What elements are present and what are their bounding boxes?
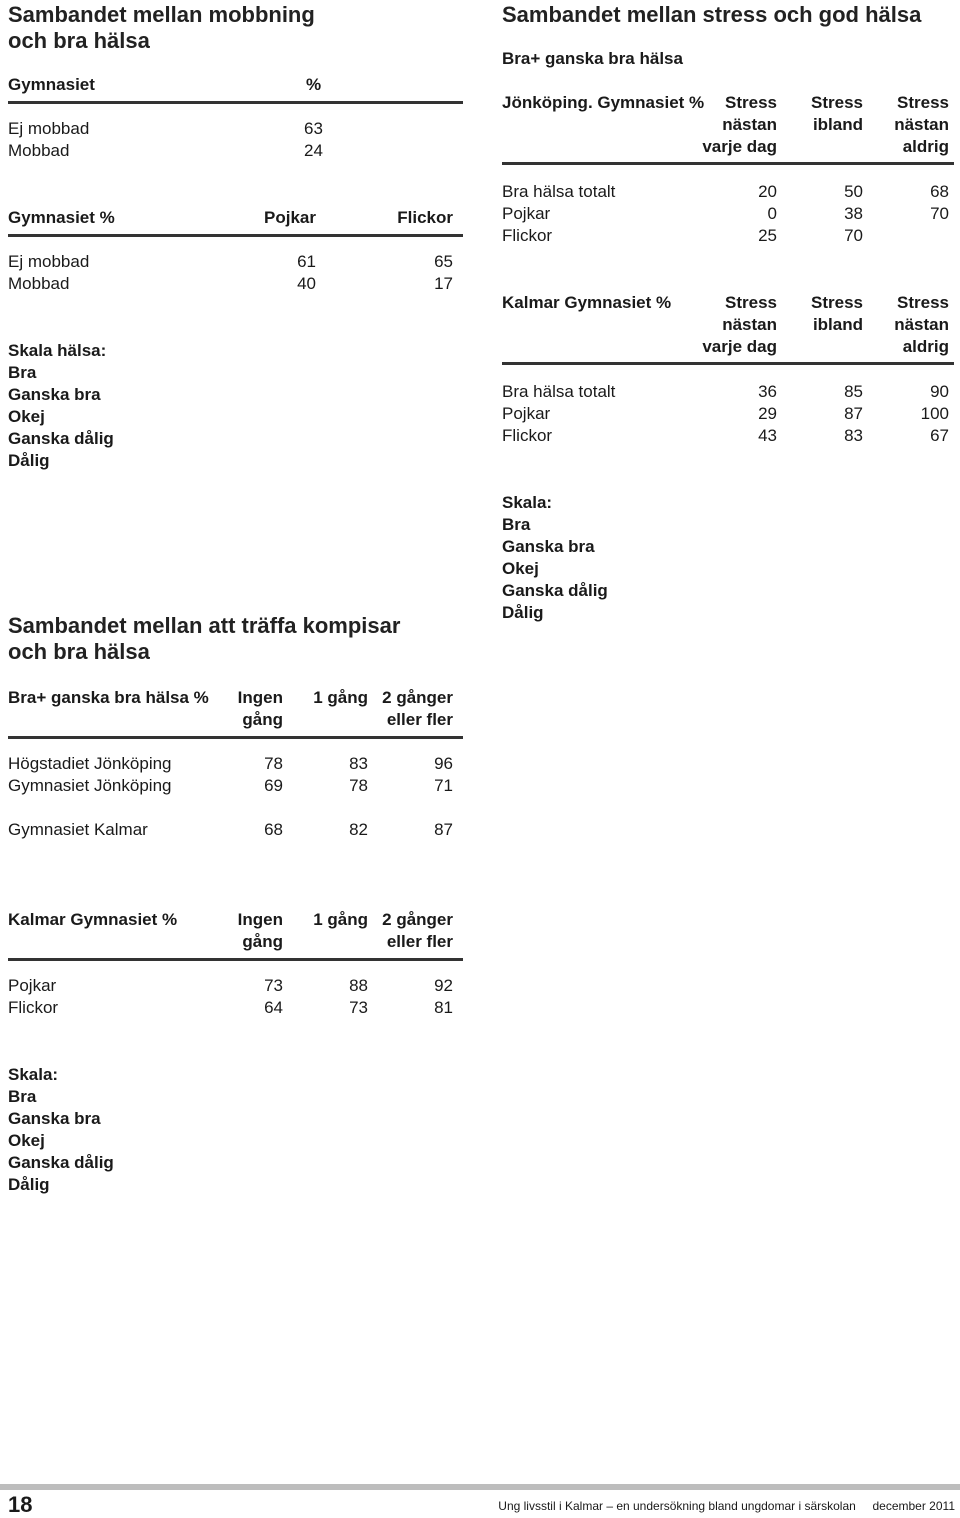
kompisar-table-1-header <box>8 687 463 737</box>
table-header-label: Bra+ ganska bra hälsa % <box>8 688 209 707</box>
table-row: Bra hälsa totalt 20 50 68 <box>502 182 949 201</box>
scale-item: Dålig <box>8 1175 50 1194</box>
column-header: Stress ibland <box>811 293 863 334</box>
table-row: Ej mobbad 61 65 <box>8 252 453 271</box>
scale-item: Ganska bra <box>502 537 595 556</box>
table-row: Flickor 64 73 81 <box>8 998 453 1017</box>
scale-item: Ganska dålig <box>8 1153 114 1172</box>
scale-item: Bra <box>8 363 37 382</box>
stress-title: Sambandet mellan stress och god hälsa <box>502 2 922 27</box>
column-header: Stress nästan varje dag <box>702 293 777 356</box>
table-header-label: Kalmar Gymnasiet % <box>502 293 672 312</box>
table-row: Mobbad 40 17 <box>8 274 453 293</box>
scale-item: Bra <box>502 515 531 534</box>
page-number: 18 <box>8 1492 33 1517</box>
table-row: Gymnasiet Jönköping 69 78 71 <box>8 776 453 795</box>
stress-scale-legend <box>502 492 608 624</box>
divider <box>8 234 463 237</box>
kompisar-scale-legend <box>8 1064 114 1196</box>
column-header: 2 gånger eller fler <box>382 688 453 729</box>
scale-title: Skala: <box>502 493 553 512</box>
divider <box>8 736 463 739</box>
kompisar-table-1-body <box>8 753 463 841</box>
kompisar-table-2-body <box>8 975 463 1019</box>
mobbning-table-2 <box>8 207 463 295</box>
column-header: 1 gång <box>313 688 368 707</box>
stress-table-1-header <box>502 92 952 162</box>
scale-item: Ganska dålig <box>502 581 608 600</box>
scale-item: Ganska bra <box>8 1109 101 1128</box>
column-header: Ingen gång <box>237 688 283 729</box>
column-header: Ingen gång <box>237 910 283 951</box>
scale-item: Okej <box>502 559 539 578</box>
table-row: Pojkar 73 88 92 <box>8 976 453 995</box>
stress-section <box>502 2 952 70</box>
kompisar-table-2-header <box>8 909 463 959</box>
divider <box>8 958 463 961</box>
footer-divider <box>0 1484 960 1490</box>
column-header: Stress nästan aldrig <box>894 93 949 156</box>
stress-table-2-header <box>502 292 952 362</box>
column-header: Stress nästan varje dag <box>702 93 777 156</box>
mobbning-scale-legend <box>8 340 114 472</box>
divider <box>502 362 954 365</box>
scale-title: Skala hälsa: <box>8 341 107 360</box>
scale-item: Dålig <box>502 603 544 622</box>
scale-title: Skala: <box>8 1065 59 1084</box>
mobbning-section <box>8 2 463 54</box>
table-row: Gymnasiet Kalmar 68 82 87 <box>8 820 453 839</box>
column-header: 2 gånger eller fler <box>382 910 453 951</box>
kompisar-title: Sambandet mellan att träffa kompisar och bra hälsa <box>8 613 401 664</box>
table-row: Högstadiet Jönköping 78 83 96 <box>8 754 453 773</box>
scale-item: Okej <box>8 1131 45 1150</box>
column-header: Stress ibland <box>811 93 863 134</box>
scale-item: Okej <box>8 407 45 426</box>
footer-text: Ung livsstil i Kalmar – en undersökning bland ungdomar i särskolan december 2011 <box>498 1499 955 1513</box>
stress-table-2-body <box>502 381 952 447</box>
column-header: Stress nästan aldrig <box>894 293 949 356</box>
scale-item: Bra <box>8 1087 37 1106</box>
table-header: Gymnasiet % Pojkar Flickor <box>8 208 453 227</box>
mobbning-table-1 <box>8 74 463 162</box>
table-row: Bra hälsa totalt 36 85 90 <box>502 382 949 401</box>
stress-table-1-body <box>502 181 952 247</box>
table-row: Pojkar 0 38 70 <box>502 204 949 223</box>
stress-subtitle: Bra+ ganska bra hälsa <box>502 49 683 68</box>
kompisar-section <box>8 613 463 665</box>
table-row: Pojkar 29 87 100 <box>502 404 949 423</box>
table-row: Ej mobbad 63 <box>8 119 323 138</box>
table-row: Flickor 25 70 <box>502 226 863 245</box>
scale-item: Ganska bra <box>8 385 101 404</box>
scale-item: Dålig <box>8 451 50 470</box>
column-header: 1 gång <box>313 910 368 929</box>
divider <box>502 162 954 165</box>
table-row: Flickor 43 83 67 <box>502 426 949 445</box>
scale-item: Ganska dålig <box>8 429 114 448</box>
table-header: Gymnasiet % <box>8 75 322 94</box>
table-header-label: Jönköping. Gymnasiet % <box>502 93 705 112</box>
divider <box>8 101 463 104</box>
table-row: Mobbad 24 <box>8 141 323 160</box>
table-header-label: Kalmar Gymnasiet % <box>8 910 178 929</box>
mobbning-title: Sambandet mellan mobbning och bra hälsa <box>8 2 315 53</box>
